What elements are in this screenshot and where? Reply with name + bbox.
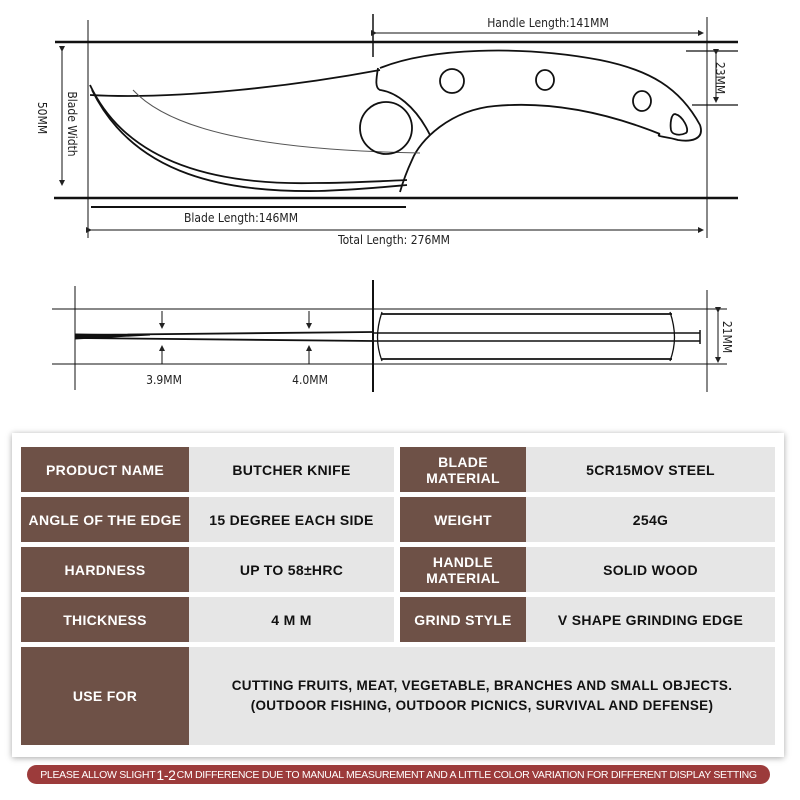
blade-length-label: Blade Length:146MM	[183, 211, 299, 225]
disclaimer-post: CM DIFFERENCE DUE TO MANUAL MEASUREMENT AND A LITTLE COLOR VARIATION FOR DIFFERENT DISPLAY SETTING	[176, 768, 757, 781]
spec-value: 15 DEGREE EACH SIDE	[189, 497, 394, 542]
side-view	[54, 14, 738, 238]
spec-label: ANGLE OF THE EDGE	[21, 497, 189, 542]
thickness-1-label: 3.9MM	[146, 373, 182, 387]
thickness-2-label: 4.0MM	[292, 373, 328, 387]
spec-value: 5CR15MOV STEEL	[526, 447, 775, 492]
knife-side-outline	[90, 51, 701, 192]
spec-value: UP TO 58±HRC	[189, 547, 394, 592]
handle-thickness-label: 21MM	[720, 320, 734, 354]
blade-width-label: Blade Width	[65, 91, 79, 157]
use-for-line-2: (OUTDOOR FISHING, OUTDOOR PICNICS, SURVIVAL AND DEFENSE)	[250, 698, 714, 713]
spec-label: THICKNESS	[21, 597, 189, 642]
use-for-value	[189, 647, 775, 745]
spec-label: HANDLE MATERIAL	[400, 547, 526, 592]
disclaimer-pre: PLEASE ALLOW SLIGHT	[40, 768, 156, 781]
spec-label: WEIGHT	[400, 497, 526, 542]
spec-value: 4 M M	[189, 597, 394, 642]
disclaimer-range: 1-2	[156, 766, 176, 783]
spec-label: GRIND STYLE	[400, 597, 526, 642]
total-length-label: Total Length: 276MM	[338, 233, 450, 247]
spec-value: BUTCHER KNIFE	[189, 447, 394, 492]
disclaimer-banner	[27, 765, 770, 784]
spec-value: V SHAPE GRINDING EDGE	[526, 597, 775, 642]
spec-value: 254G	[526, 497, 775, 542]
handle-width-label: 23MM	[713, 61, 727, 95]
spec-value: SOLID WOOD	[526, 547, 775, 592]
use-for-line-1: CUTTING FRUITS, MEAT, VEGETABLE, BRANCHES AND SMALL OBJECTS.	[231, 678, 733, 693]
spec-label: HARDNESS	[21, 547, 189, 592]
blade-width-value: 50MM	[35, 101, 49, 135]
spec-label: BLADE MATERIAL	[400, 447, 526, 492]
handle-length-label: Handle Length:141MM	[487, 16, 609, 30]
spec-label: PRODUCT NAME	[21, 447, 189, 492]
use-for-label: USE FOR	[21, 647, 189, 745]
